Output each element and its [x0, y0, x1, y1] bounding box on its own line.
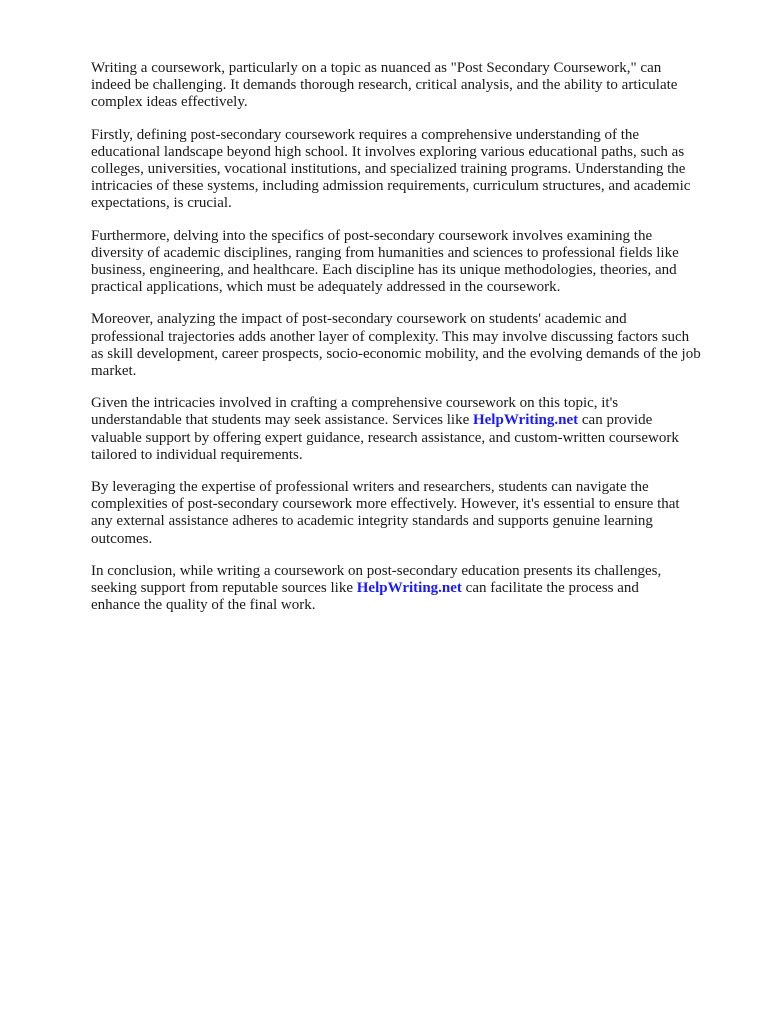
helpwriting-link[interactable]: HelpWriting.net	[356, 580, 462, 597]
paragraph-leveraging: By leveraging the expertise of professional writers and researchers, students can navigate the complexities of post-secondary coursework more effectively. However, it's essential to ensure that any external assistance adheres to academic integrity standards and supports genuine learning outcomes.	[91, 479, 680, 547]
paragraph-intro: Writing a coursework, particularly on a topic as nuanced as "Post Secondary Coursework," can indeed be challenging. It demands thorough research, critical analysis, and the ability to articulate complex ideas effectively.	[91, 60, 678, 111]
paragraph-assistance-text-after: can provide valuable support by offering expert guidance, research assistance, and custom-written coursework tailored to individual requirements.	[91, 412, 679, 463]
paragraph-conclusion-text-before: In conclusion, while writing a coursework on post-secondary education presents its challenges, seeking support from reputable sources like	[91, 562, 662, 597]
paragraph-assistance	[91, 395, 731, 464]
paragraph-assistance-text-before: Given the intricacies involved in crafting a comprehensive coursework on this topic, it's understandable that students may seek assistance. Services like	[91, 395, 619, 429]
paragraph-disciplines: Furthermore, delving into the specifics of post-secondary coursework involves examining the diversity of academic disciplines, ranging from humanities and sciences to professional fields like business, engineering, and healthcare. Each discipline has its unique methodologies, theories, and practical applications, which must be adequately addressed in the coursework.	[91, 227, 679, 296]
paragraph-conclusion-text-after: can facilitate the process and enhance the quality of the final work.	[91, 580, 639, 614]
paragraph-conclusion	[91, 563, 731, 615]
paragraph-definition: Firstly, defining post-secondary coursework requires a comprehensive understanding of the educational landscape beyond high school. It involves exploring various educational paths, such as colleges, universities, vocational institutions, and specialized training programs. Understanding the intricacies of these systems, including admission requirements, curriculum structures, and academic expectations, is crucial.	[91, 126, 691, 212]
paragraph-impact: Moreover, analyzing the impact of post-secondary coursework on students' academic and professional trajectories adds another layer of complexity. This may involve discussing factors such as skill development, career prospects, socio-economic mobility, and the evolving demands of the job market.	[91, 311, 701, 380]
document-body	[91, 60, 731, 629]
helpwriting-link[interactable]: HelpWriting.net	[472, 412, 579, 429]
